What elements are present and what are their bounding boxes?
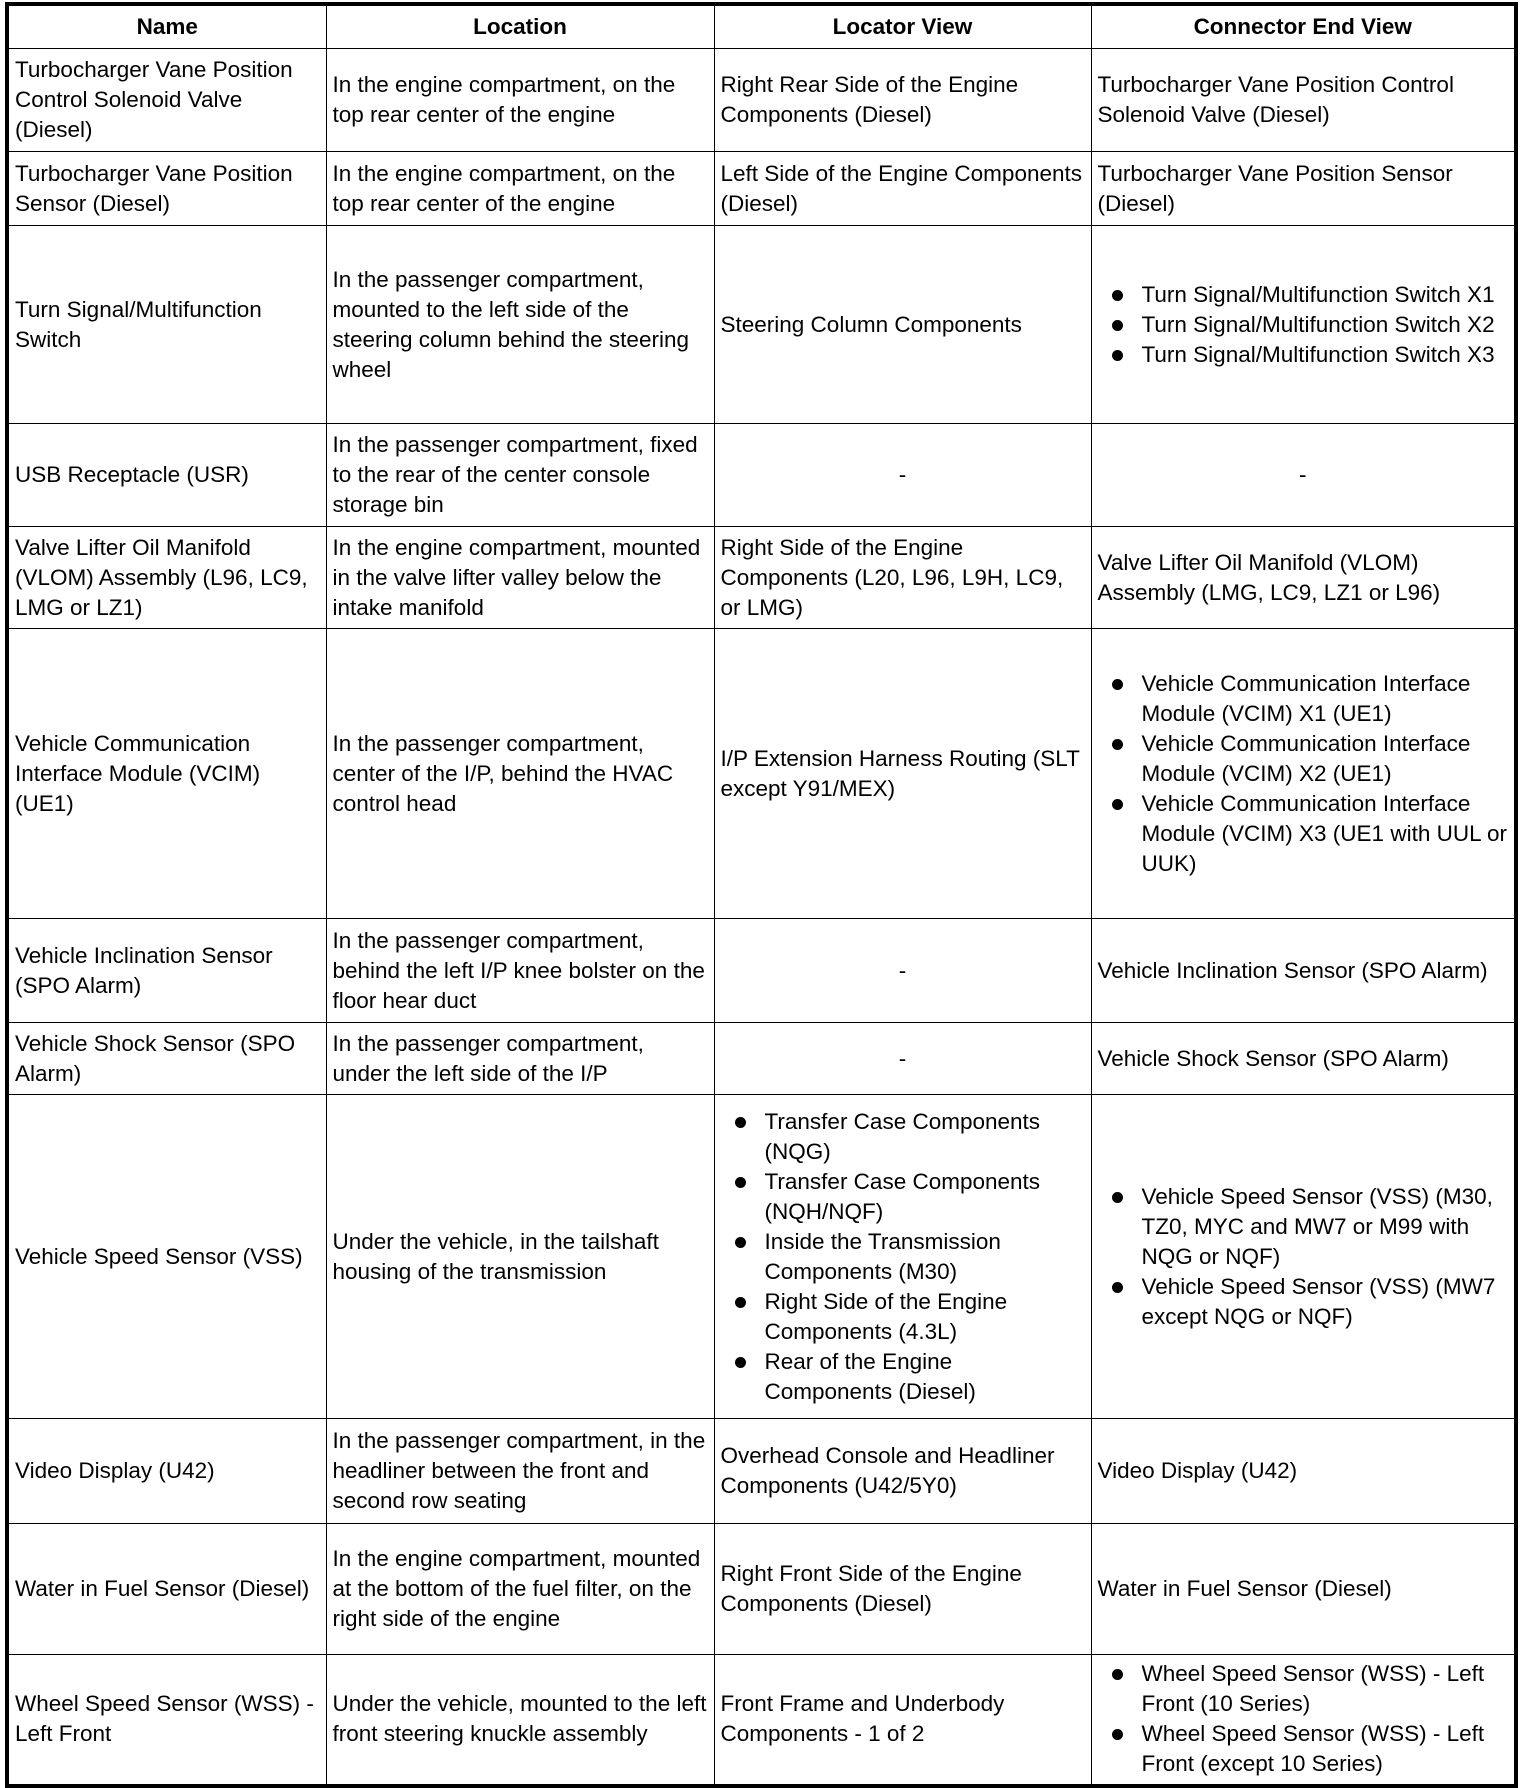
cell-location: In the engine compartment, mounted in the valve lifter valley below the intake manifold xyxy=(326,527,714,629)
list-item: Vehicle Speed Sensor (VSS) (M30, TZ0, MYC and MW7 or M99 with NQG or NQF) xyxy=(1142,1182,1509,1272)
cell-locator-view: Front Frame and Underbody Components - 1 of 2 xyxy=(714,1655,1091,1786)
cell-locator-view: Right Rear Side of the Engine Components (Diesel) xyxy=(714,49,1091,152)
cell-name: Wheel Speed Sensor (WSS) - Left Front xyxy=(7,1655,326,1786)
list-item: Vehicle Communication Interface Module (VCIM) X3 (UE1 with UUL or UUK) xyxy=(1142,789,1509,879)
cell-locator-view: Left Side of the Engine Components (Diesel) xyxy=(714,152,1091,226)
list-item: Inside the Transmission Components (M30) xyxy=(765,1227,1085,1287)
list-item: Transfer Case Components (NQG) xyxy=(765,1107,1085,1167)
component-locator-table xyxy=(5,2,1518,1788)
cell-locator-view: - xyxy=(714,919,1091,1023)
list-item: Turn Signal/Multifunction Switch X3 xyxy=(1142,340,1509,370)
cell-location: In the passenger compartment, behind the left I/P knee bolster on the floor hear duct xyxy=(326,919,714,1023)
list-item: Turn Signal/Multifunction Switch X1 xyxy=(1142,280,1509,310)
cell-connector-end-view: Vehicle Shock Sensor (SPO Alarm) xyxy=(1091,1023,1516,1095)
cell-connector-end-view xyxy=(1091,629,1516,919)
cell-location: In the passenger compartment, under the left side of the I/P xyxy=(326,1023,714,1095)
list-item: Wheel Speed Sensor (WSS) - Left Front (except 10 Series) xyxy=(1142,1719,1509,1779)
table-row xyxy=(7,1524,1516,1655)
cell-location: In the passenger compartment, mounted to the left side of the steering column behind the steering wheel xyxy=(326,226,714,424)
table-row xyxy=(7,1419,1516,1524)
cell-locator-view: - xyxy=(714,424,1091,527)
list-item: Turn Signal/Multifunction Switch X2 xyxy=(1142,310,1509,340)
cell-name: Valve Lifter Oil Manifold (VLOM) Assembly (L96, LC9, LMG or LZ1) xyxy=(7,527,326,629)
table-row xyxy=(7,527,1516,629)
header-row xyxy=(7,4,1516,49)
table-row xyxy=(7,1655,1516,1786)
cell-connector-end-view: Turbocharger Vane Position Sensor (Diesel) xyxy=(1091,152,1516,226)
cell-connector-end-view: Video Display (U42) xyxy=(1091,1419,1516,1524)
header-connector-end-view: Connector End View xyxy=(1091,4,1516,49)
cell-location: In the passenger compartment, fixed to the rear of the center console storage bin xyxy=(326,424,714,527)
cell-location: In the engine compartment, on the top rear center of the engine xyxy=(326,152,714,226)
cell-locator-view: Overhead Console and Headliner Components (U42/5Y0) xyxy=(714,1419,1091,1524)
table-row xyxy=(7,49,1516,152)
cell-connector-end-view: Turbocharger Vane Position Control Solenoid Valve (Diesel) xyxy=(1091,49,1516,152)
list-item: Vehicle Speed Sensor (VSS) (MW7 except NQG or NQF) xyxy=(1142,1272,1509,1332)
cell-name: Turn Signal/Multifunction Switch xyxy=(7,226,326,424)
header-name: Name xyxy=(7,4,326,49)
table-row xyxy=(7,919,1516,1023)
cell-name: Turbocharger Vane Position Sensor (Diesel) xyxy=(7,152,326,226)
cell-connector-end-view xyxy=(1091,1655,1516,1786)
list-item: Rear of the Engine Components (Diesel) xyxy=(765,1347,1085,1407)
table-row xyxy=(7,424,1516,527)
list-item: Right Side of the Engine Components (4.3L) xyxy=(765,1287,1085,1347)
cell-location: Under the vehicle, in the tailshaft housing of the transmission xyxy=(326,1095,714,1419)
cell-name: Vehicle Communication Interface Module (VCIM) (UE1) xyxy=(7,629,326,919)
cell-locator-view xyxy=(714,1095,1091,1419)
list-item: Vehicle Communication Interface Module (VCIM) X2 (UE1) xyxy=(1142,729,1509,789)
cell-locator-view: Right Front Side of the Engine Components (Diesel) xyxy=(714,1524,1091,1655)
cell-name: Vehicle Shock Sensor (SPO Alarm) xyxy=(7,1023,326,1095)
cell-connector-end-view xyxy=(1091,1095,1516,1419)
cell-locator-view: I/P Extension Harness Routing (SLT except Y91/MEX) xyxy=(714,629,1091,919)
cell-location: In the engine compartment, mounted at the bottom of the fuel filter, on the right side of the engine xyxy=(326,1524,714,1655)
cell-locator-view: Steering Column Components xyxy=(714,226,1091,424)
cell-name: Water in Fuel Sensor (Diesel) xyxy=(7,1524,326,1655)
list-item: Wheel Speed Sensor (WSS) - Left Front (10 Series) xyxy=(1142,1659,1509,1719)
cell-name: USB Receptacle (USR) xyxy=(7,424,326,527)
cell-location: Under the vehicle, mounted to the left front steering knuckle assembly xyxy=(326,1655,714,1786)
cell-connector-end-view: Water in Fuel Sensor (Diesel) xyxy=(1091,1524,1516,1655)
cell-name: Vehicle Inclination Sensor (SPO Alarm) xyxy=(7,919,326,1023)
cell-connector-end-view: Vehicle Inclination Sensor (SPO Alarm) xyxy=(1091,919,1516,1023)
cell-name: Turbocharger Vane Position Control Solenoid Valve (Diesel) xyxy=(7,49,326,152)
cell-connector-end-view xyxy=(1091,226,1516,424)
cell-location: In the passenger compartment, in the headliner between the front and second row seating xyxy=(326,1419,714,1524)
header-locator-view: Locator View xyxy=(714,4,1091,49)
cell-location: In the passenger compartment, center of the I/P, behind the HVAC control head xyxy=(326,629,714,919)
table-row xyxy=(7,1023,1516,1095)
table-row xyxy=(7,1095,1516,1419)
cell-connector-end-view: - xyxy=(1091,424,1516,527)
cell-locator-view: Right Side of the Engine Components (L20, L96, L9H, LC9, or LMG) xyxy=(714,527,1091,629)
table-row xyxy=(7,152,1516,226)
cell-locator-view: - xyxy=(714,1023,1091,1095)
cell-name: Vehicle Speed Sensor (VSS) xyxy=(7,1095,326,1419)
list-item: Vehicle Communication Interface Module (VCIM) X1 (UE1) xyxy=(1142,669,1509,729)
list-item: Transfer Case Components (NQH/NQF) xyxy=(765,1167,1085,1227)
cell-name: Video Display (U42) xyxy=(7,1419,326,1524)
table-row xyxy=(7,629,1516,919)
cell-connector-end-view: Valve Lifter Oil Manifold (VLOM) Assembly (LMG, LC9, LZ1 or L96) xyxy=(1091,527,1516,629)
cell-location: In the engine compartment, on the top rear center of the engine xyxy=(326,49,714,152)
table-row xyxy=(7,226,1516,424)
header-location: Location xyxy=(326,4,714,49)
